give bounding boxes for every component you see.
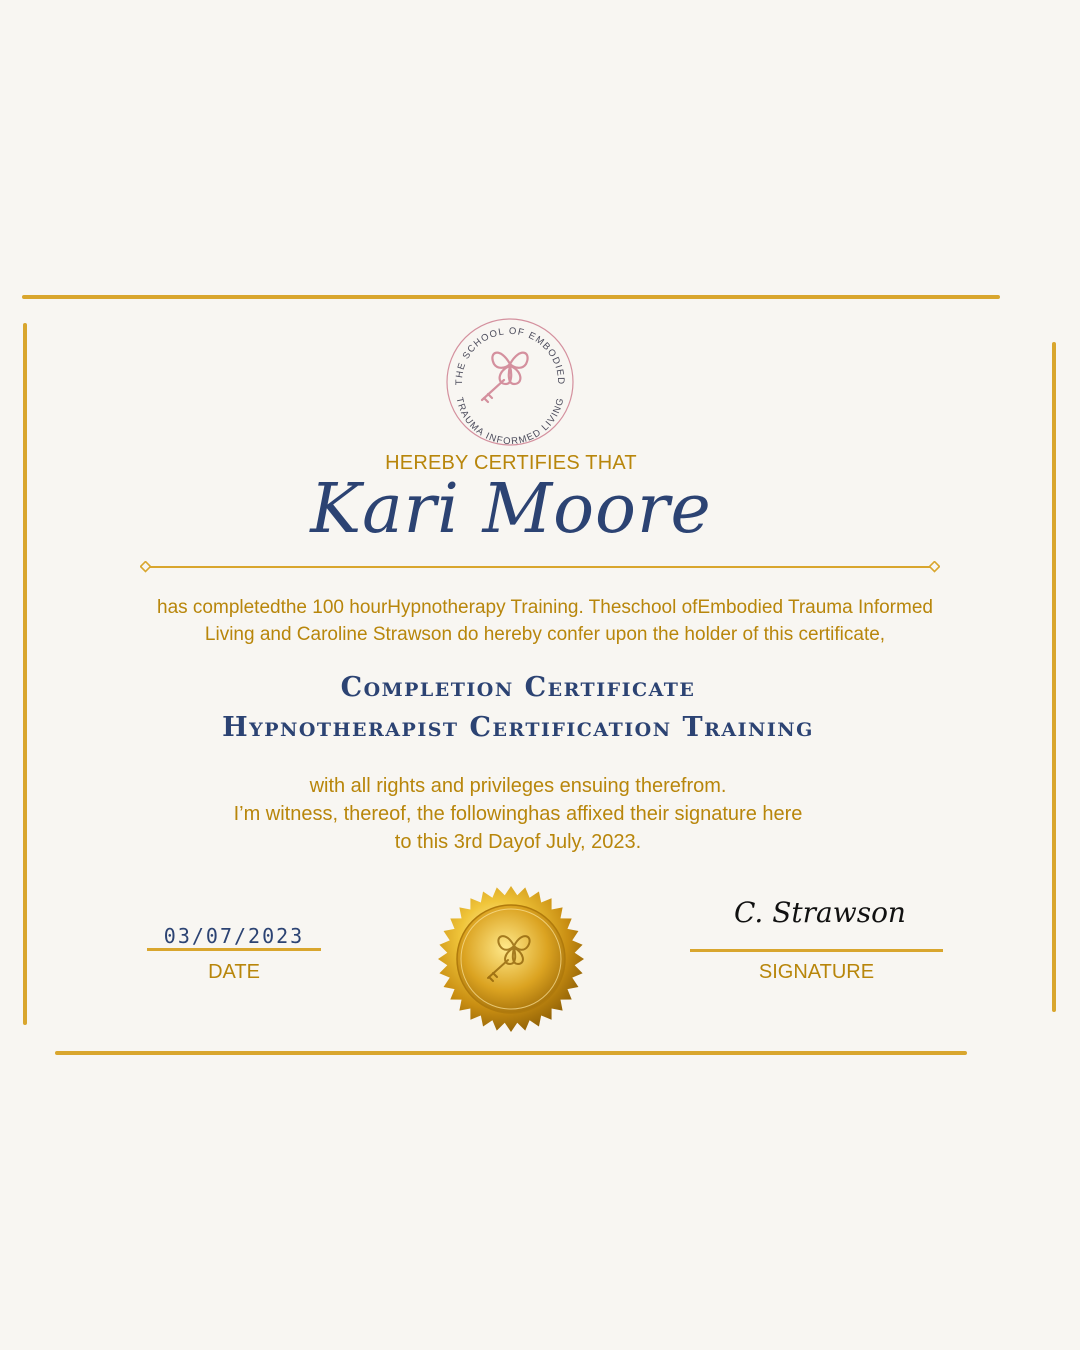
signature-label: SIGNATURE — [758, 961, 875, 983]
date-underline — [147, 948, 321, 951]
svg-text:THE SCHOOL OF EMBODIED — [454, 326, 566, 385]
closing-line-2: I’m witness, thereof, the followinghas affixed their signature here — [233, 803, 803, 825]
ornamental-divider — [140, 561, 940, 573]
certificate-title-line-1: Completion Certificate — [340, 672, 696, 703]
closing-line-1: with all rights and privileges ensuing therefrom. — [309, 775, 727, 797]
gold-seal-icon — [436, 884, 586, 1034]
date-label: DATE — [208, 961, 260, 983]
border-top-line — [22, 295, 1000, 299]
signature-image — [730, 888, 920, 938]
signature-text: C. Strawson — [734, 896, 906, 929]
hereby-certifies-text: HEREBY CERTIFIES THAT — [385, 452, 637, 474]
logo-ring-bottom-text: TRAUMA INFORMED LIVING — [453, 396, 567, 448]
border-right-line — [1052, 342, 1056, 1012]
recipient-name: Kari Moore — [310, 470, 712, 549]
butterfly-key-icon — [482, 353, 528, 402]
date-value: 03/07/2023 — [163, 924, 305, 948]
logo-ring-top-text: THE SCHOOL OF EMBODIED — [453, 325, 567, 386]
border-bottom-line — [55, 1051, 967, 1055]
signature-underline — [690, 949, 943, 952]
school-logo — [440, 312, 580, 452]
closing-line-3: to this 3rd Dayof July, 2023. — [394, 831, 642, 853]
certificate-body-paragraph: has completedthe 100 hourHypnotherapy Training. Theschool ofEmbodied Trauma Informed Living and Caroline Strawson do hereby confer upon the holder of this certificate, — [157, 597, 933, 645]
closing-text — [0, 772, 1036, 856]
certificate-title-line-2: Hypnotherapist Certification Training — [222, 712, 814, 743]
svg-text:TRAUMA INFORMED LIVING — [454, 396, 567, 447]
